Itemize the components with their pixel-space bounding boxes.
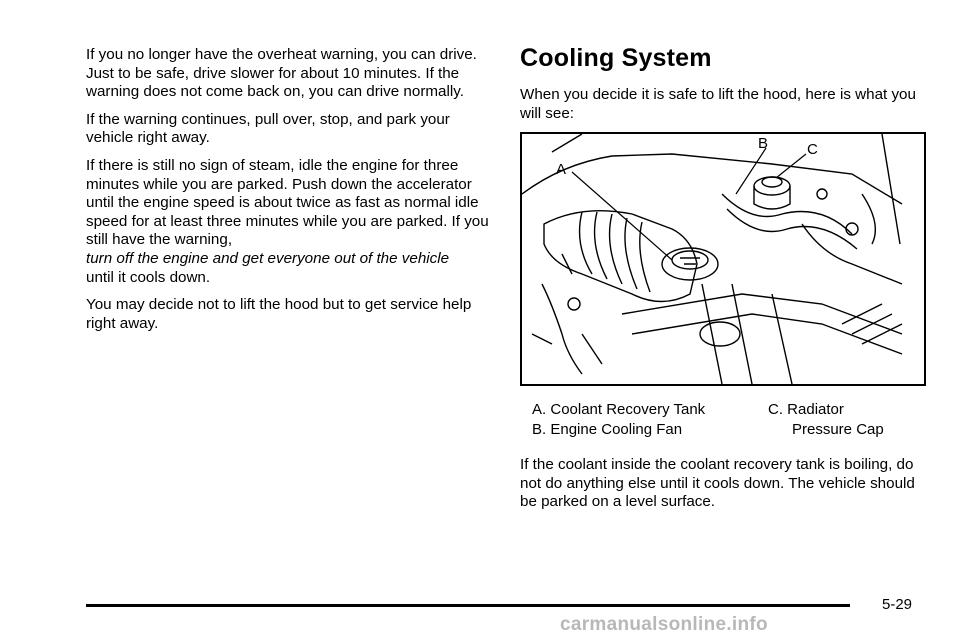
legend-label: Radiator: [787, 401, 844, 419]
figure-legend: [520, 400, 924, 440]
legend-item-a: [532, 400, 705, 420]
legend-key: B.: [532, 421, 547, 439]
paragraph-warning-continues: If the warning continues, pull over, stop, and park your vehicle right away.: [86, 110, 450, 147]
paragraph-overheat-gone: If you no longer have the overheat warning, you can drive. Just to be safe, drive slower for about 10 minutes. If the warning does not come back on, you can drive normally.: [86, 46, 477, 101]
legend-label: Pressure Cap: [792, 421, 884, 439]
engine-compartment-figure: [520, 132, 926, 386]
intro-paragraph: When you decide it is safe to lift the hood, here is what you will see:: [520, 86, 916, 122]
page-number: 5-29: [882, 596, 913, 613]
legend-key: C.: [768, 401, 783, 419]
left-column: [86, 46, 496, 342]
engine-illustration: [522, 134, 924, 384]
section-title: Cooling System: [520, 44, 712, 72]
right-column: [520, 42, 924, 521]
legend-item-c-continued: [792, 420, 884, 440]
watermark: carmanualsonline.info: [560, 614, 768, 635]
paragraph-idle-engine: [86, 157, 496, 287]
legend-label: Coolant Recovery Tank: [550, 401, 706, 419]
footer-rule: [86, 604, 850, 607]
turn-off-engine-warning: turn off the engine and get everyone out of the vehicle: [86, 249, 450, 267]
legend-item-b: [532, 420, 682, 440]
idle-engine-text: If there is still no sign of steam, idle the engine for three minutes while you are parked. Push down the accelerator until the engine speed is about twice as fast as normal idle speed for at least three minutes while you are parked. If you still have the warning,: [86, 156, 489, 249]
legend-key: A.: [532, 401, 547, 419]
closing-paragraph: If the coolant inside the coolant recovery tank is boiling, do not do anything else until it cools down. The vehicle should be parked on a level surface.: [520, 456, 915, 511]
callout-c: C: [807, 141, 818, 159]
callout-b: B: [758, 135, 769, 153]
legend-label: Engine Cooling Fan: [550, 421, 683, 439]
legend-item-c: [768, 400, 844, 420]
cools-down-text: until it cools down.: [86, 268, 211, 286]
paragraph-service-help: You may decide not to lift the hood but to get service help right away.: [86, 296, 472, 332]
callout-a: A: [556, 161, 567, 179]
